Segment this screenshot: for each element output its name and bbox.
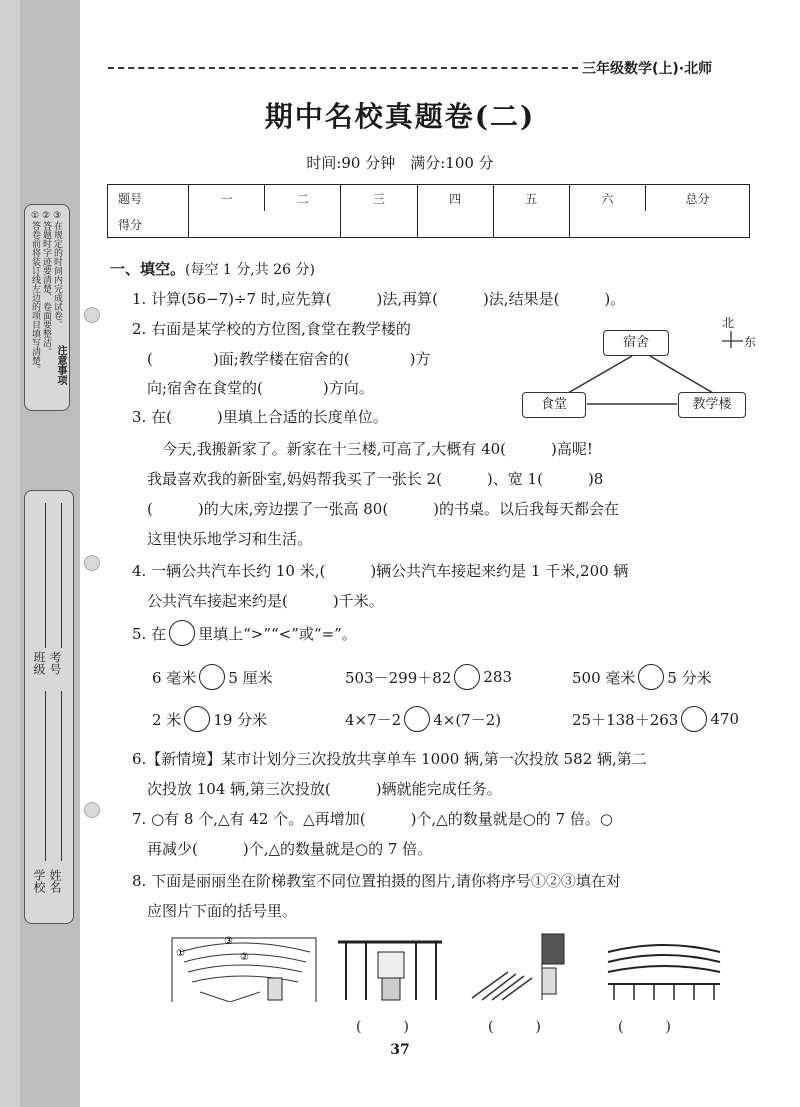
position-mark-2: ②	[240, 952, 249, 963]
field-class: 班级	[32, 651, 46, 675]
score-header-cell: 四	[417, 185, 493, 212]
note-3: ③在规定的时间内完成试卷。	[52, 211, 62, 329]
header-dashed-rule	[108, 67, 578, 69]
field-line	[61, 503, 62, 648]
question-7-line-1: 7. ○有 8 个,△有 42 个。△再增加( )个,△的数量就是○的 7 倍。○	[132, 810, 613, 828]
score-header-cell: 三	[341, 185, 417, 212]
score-cell[interactable]	[417, 211, 493, 238]
compare-circle[interactable]	[638, 664, 664, 690]
compare-left: 25＋138＋263	[572, 710, 679, 729]
section-title	[110, 258, 315, 279]
score-cell[interactable]	[493, 211, 569, 238]
exam-info: 时间:90 分钟 满分:100 分	[306, 154, 494, 172]
compare-circle	[169, 620, 195, 646]
compare-right: 470	[710, 710, 739, 728]
notes-title: 注意事项	[55, 345, 66, 385]
compass-north: 北	[722, 316, 735, 330]
compare-circle[interactable]	[199, 664, 225, 690]
map-canteen: 食堂	[522, 392, 586, 418]
answer-parens[interactable]: ( )	[488, 1019, 541, 1035]
question-5-intro	[132, 620, 357, 646]
field-number: 考号	[48, 651, 62, 675]
score-cell[interactable]	[189, 211, 265, 238]
score-header-cell: 一	[189, 185, 265, 212]
series-label: 三年级数学(上)·北师	[582, 61, 713, 77]
field-school: 学校	[32, 869, 46, 893]
compare-right: 4×(7－2)	[433, 710, 502, 729]
notes-box	[24, 204, 70, 411]
classroom-view-image-c	[600, 932, 728, 1002]
score-header-cell: 题号	[108, 185, 189, 212]
question-6-line-2: 次投放 104 辆,第三次投放( )辆就能完成任务。	[132, 780, 502, 798]
compare-right: 283	[483, 668, 512, 686]
compare-left: 2 米	[152, 710, 182, 729]
compare-right: 19 分米	[213, 710, 268, 729]
score-cell[interactable]	[646, 211, 750, 238]
info-box	[24, 490, 74, 924]
note-2: ②答题时字迹要清楚、卷面要整洁。	[41, 211, 51, 356]
question-2-line-1: 2. 右面是某学校的方位图,食堂在教学楼的	[132, 320, 411, 338]
compare-circle[interactable]	[454, 664, 480, 690]
compare-circle[interactable]	[404, 706, 430, 732]
question-8-line-2: 应图片下面的括号里。	[132, 902, 298, 920]
compare-item	[345, 706, 501, 732]
position-mark-3: ③	[224, 936, 233, 947]
field-line	[45, 503, 46, 648]
score-header-cell: 总分	[646, 185, 750, 212]
section-heading: 一、填空。	[110, 260, 186, 278]
position-mark-1: ①	[176, 948, 185, 959]
score-cell[interactable]	[569, 211, 645, 238]
q5-text-a: 5. 在	[132, 624, 167, 643]
answer-parens[interactable]: ( )	[356, 1019, 409, 1035]
field-name: 姓名	[48, 869, 62, 893]
question-8-line-1: 8. 下面是丽丽坐在阶梯教室不同位置拍摄的图片,请你将序号①②③填在对	[132, 872, 621, 890]
page-number: 37	[390, 1042, 410, 1058]
score-header-row	[108, 185, 750, 212]
binding-hole	[84, 307, 100, 323]
compare-left: 4×7－2	[345, 710, 402, 729]
question-3-line-5: 这里快乐地学习和生活。	[132, 530, 313, 548]
map-building: 教学楼	[678, 392, 746, 418]
compare-left: 500 毫米	[572, 668, 636, 687]
compare-item	[572, 664, 712, 690]
question-7-line-2: 再减少( )个,△的数量就是○的 7 倍。	[132, 840, 433, 858]
field-line	[61, 691, 62, 861]
question-3-line-3: 我最喜欢我的新卧室,妈妈帮我买了一张长 2( )、宽 1( )8	[132, 470, 604, 488]
compare-item	[345, 664, 512, 690]
classroom-overview-image	[170, 932, 318, 1002]
compare-circle[interactable]	[184, 706, 210, 732]
binding-hole	[84, 802, 100, 818]
question-2-line-2: ( )面;教学楼在宿舍的( )方	[132, 350, 431, 368]
compare-left: 6 毫米	[152, 668, 197, 687]
classroom-view-image-a	[336, 932, 446, 1002]
score-cell[interactable]	[341, 211, 417, 238]
binding-hole	[84, 555, 100, 571]
map-edge	[568, 356, 632, 393]
q5-text-b: 里填上“>”“<”或“=”。	[198, 624, 357, 643]
question-6-line-1: 6.【新情境】某市计划分三次投放共享单车 1000 辆,第一次投放 582 辆,第二	[132, 750, 647, 768]
question-4-line-1: 4. 一辆公共汽车长约 10 米,( )辆公共汽车接起来约是 1 千米,200 辆	[132, 562, 629, 580]
exam-title: 期中名校真题卷(二)	[264, 100, 536, 133]
compare-item	[572, 706, 739, 732]
compare-right: 5 厘米	[228, 668, 273, 687]
map-edge	[650, 356, 713, 393]
question-1: 1. 计算(56−7)÷7 时,应先算( )法,再算( )法,结果是( )。	[132, 290, 626, 308]
score-label: 得分	[108, 211, 189, 238]
compare-left: 503－299＋82	[345, 668, 452, 687]
section-points: (每空 1 分,共 26 分)	[185, 262, 315, 278]
map-dorm: 宿舍	[603, 330, 669, 356]
score-header-cell: 六	[569, 185, 645, 212]
score-header-cell: 二	[265, 185, 341, 212]
classroom-view-image-b	[468, 932, 576, 1002]
compare-item	[152, 664, 273, 690]
score-row	[108, 211, 750, 238]
compass-east: 东	[744, 335, 757, 349]
score-cell[interactable]	[265, 211, 341, 238]
score-table	[107, 184, 750, 238]
question-4-line-2: 公共汽车接起来约是( )千米。	[132, 592, 384, 610]
question-3-line-2: 今天,我搬新家了。新家在十三楼,可高了,大概有 40( )高呢!	[132, 440, 593, 458]
compare-right: 5 分米	[667, 668, 712, 687]
question-2-line-3: 向;宿舍在食堂的( )方向。	[132, 379, 374, 397]
note-1: ①答卷前将装订线左边的项目填写清楚。	[30, 211, 40, 374]
question-3-line-1: 3. 在( )里填上合适的长度单位。	[132, 408, 388, 426]
compare-item	[152, 706, 267, 732]
answer-parens[interactable]: ( )	[618, 1019, 671, 1035]
compare-circle[interactable]	[681, 706, 707, 732]
score-header-cell: 五	[493, 185, 569, 212]
field-line	[45, 691, 46, 861]
question-3-line-4: ( )的大床,旁边摆了一张高 80( )的书桌。以后我每天都会在	[132, 500, 620, 518]
